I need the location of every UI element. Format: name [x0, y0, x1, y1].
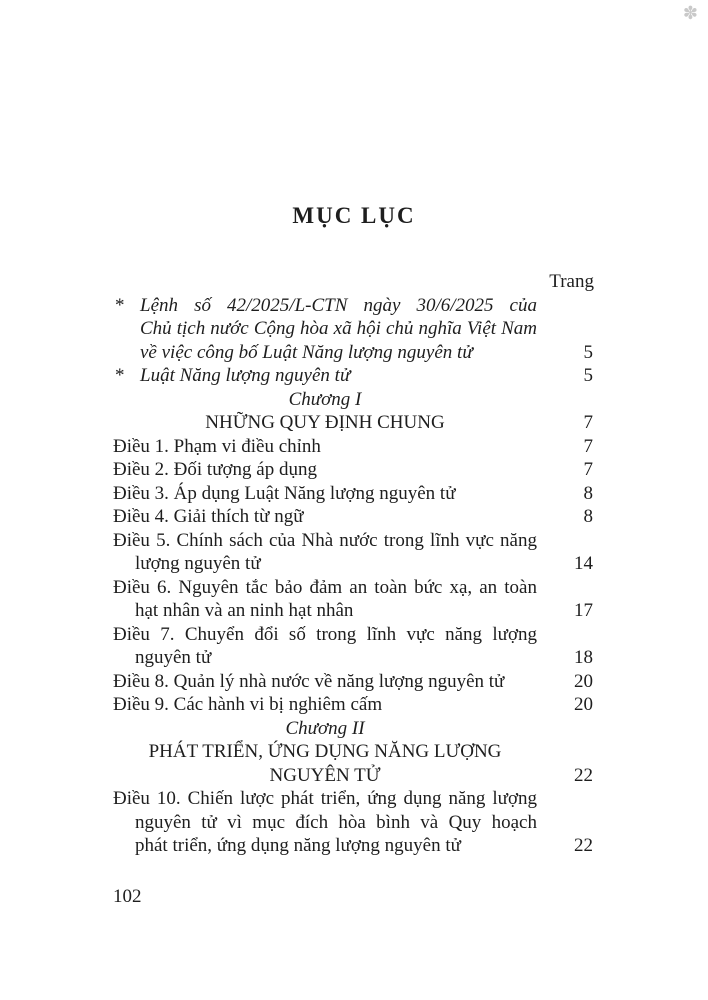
- page-number: 22: [574, 764, 593, 786]
- entry-line: nguyên tử: [135, 647, 212, 668]
- toc-entry: [113, 364, 595, 388]
- page-title: MỤC LỤC: [292, 203, 416, 228]
- entry-line: Điều 9. Các hành vi bị nghiêm cấm: [113, 694, 383, 715]
- page-number: 18: [574, 647, 593, 668]
- entry-line: Lệnh số 42/2025/L-CTN ngày 30/6/2025 của: [140, 294, 537, 316]
- toc-entry: [113, 458, 595, 482]
- page-number: 8: [583, 506, 593, 527]
- toc-entry: [113, 505, 595, 529]
- page-number: 17: [574, 600, 593, 621]
- entry-line: Điều 3. Áp dụng Luật Năng lượng nguyên tử: [113, 482, 456, 504]
- entry-line: Điều 10. Chiến lược phát triển, ứng dụng năng lượng: [113, 788, 537, 809]
- folio-page-number: 102: [113, 886, 142, 907]
- page-number: 7: [583, 459, 593, 480]
- entry-line: về việc công bố Luật Năng lượng nguyên tử: [140, 341, 473, 363]
- page-number: 20: [574, 694, 593, 715]
- entry-line: Điều 4. Giải thích từ ngữ: [113, 506, 304, 527]
- toc-entry: [113, 294, 595, 365]
- column-header-trang: Trang: [549, 271, 594, 292]
- page-number: 7: [583, 412, 593, 433]
- page-number: 7: [583, 435, 593, 457]
- entry-line: Điều 5. Chính sách của Nhà nước trong lĩnh vực năng: [113, 529, 537, 551]
- entry-line: Chủ tịch nước Cộng hòa xã hội chủ nghĩa Việt Nam: [140, 318, 537, 339]
- page-number: 8: [583, 482, 593, 504]
- table-of-contents: [113, 270, 595, 858]
- entry-line: Điều 7. Chuyển đổi số trong lĩnh vực năng lượng: [113, 623, 537, 645]
- entry-line: Điều 8. Quản lý nhà nước về năng lượng nguyên tử: [113, 670, 505, 692]
- toc-entry: [113, 670, 595, 694]
- page-number: 5: [583, 341, 593, 363]
- chapter-number: Chương II: [285, 717, 365, 739]
- toc-entry: [113, 693, 595, 717]
- entry-marker: *: [115, 294, 125, 316]
- flower-ornament-icon: ✽: [682, 3, 698, 24]
- entry-line: nguyên tử vì mục đích hòa bình và Quy hoạch: [135, 811, 537, 833]
- chapter-number: Chương I: [288, 388, 362, 410]
- entry-line: Luật Năng lượng nguyên tử: [140, 365, 351, 386]
- chapter-title: PHÁT TRIỂN, ỨNG DỤNG NĂNG LƯỢNG: [148, 741, 502, 762]
- chapter-title: NGUYÊN TỬ 22: [269, 764, 593, 786]
- toc-entry: [113, 482, 595, 506]
- page-number: 22: [574, 835, 593, 856]
- entry-line: Điều 2. Đối tượng áp dụng: [113, 459, 317, 480]
- page-number: 20: [574, 670, 593, 692]
- chapter-title: NHỮNG QUY ĐỊNH CHUNG 7: [205, 412, 593, 433]
- entry-marker: *: [115, 365, 125, 386]
- toc-entry: [113, 435, 595, 459]
- page-number: 14: [574, 553, 593, 574]
- toc-entry: [113, 787, 595, 858]
- toc-entry: [113, 623, 595, 670]
- toc-entry: [113, 576, 595, 623]
- entry-line: phát triển, ứng dụng năng lượng nguyên tử: [135, 835, 461, 856]
- entry-line: Điều 1. Phạm vi điều chỉnh: [113, 435, 321, 457]
- page-number: 5: [583, 365, 593, 386]
- entry-line: hạt nhân và an ninh hạt nhân: [135, 600, 354, 621]
- entry-line: Điều 6. Nguyên tắc bảo đảm an toàn bức xạ, an toàn: [113, 576, 537, 598]
- toc-entry: [113, 529, 595, 576]
- entry-line: lượng nguyên tử: [135, 553, 261, 574]
